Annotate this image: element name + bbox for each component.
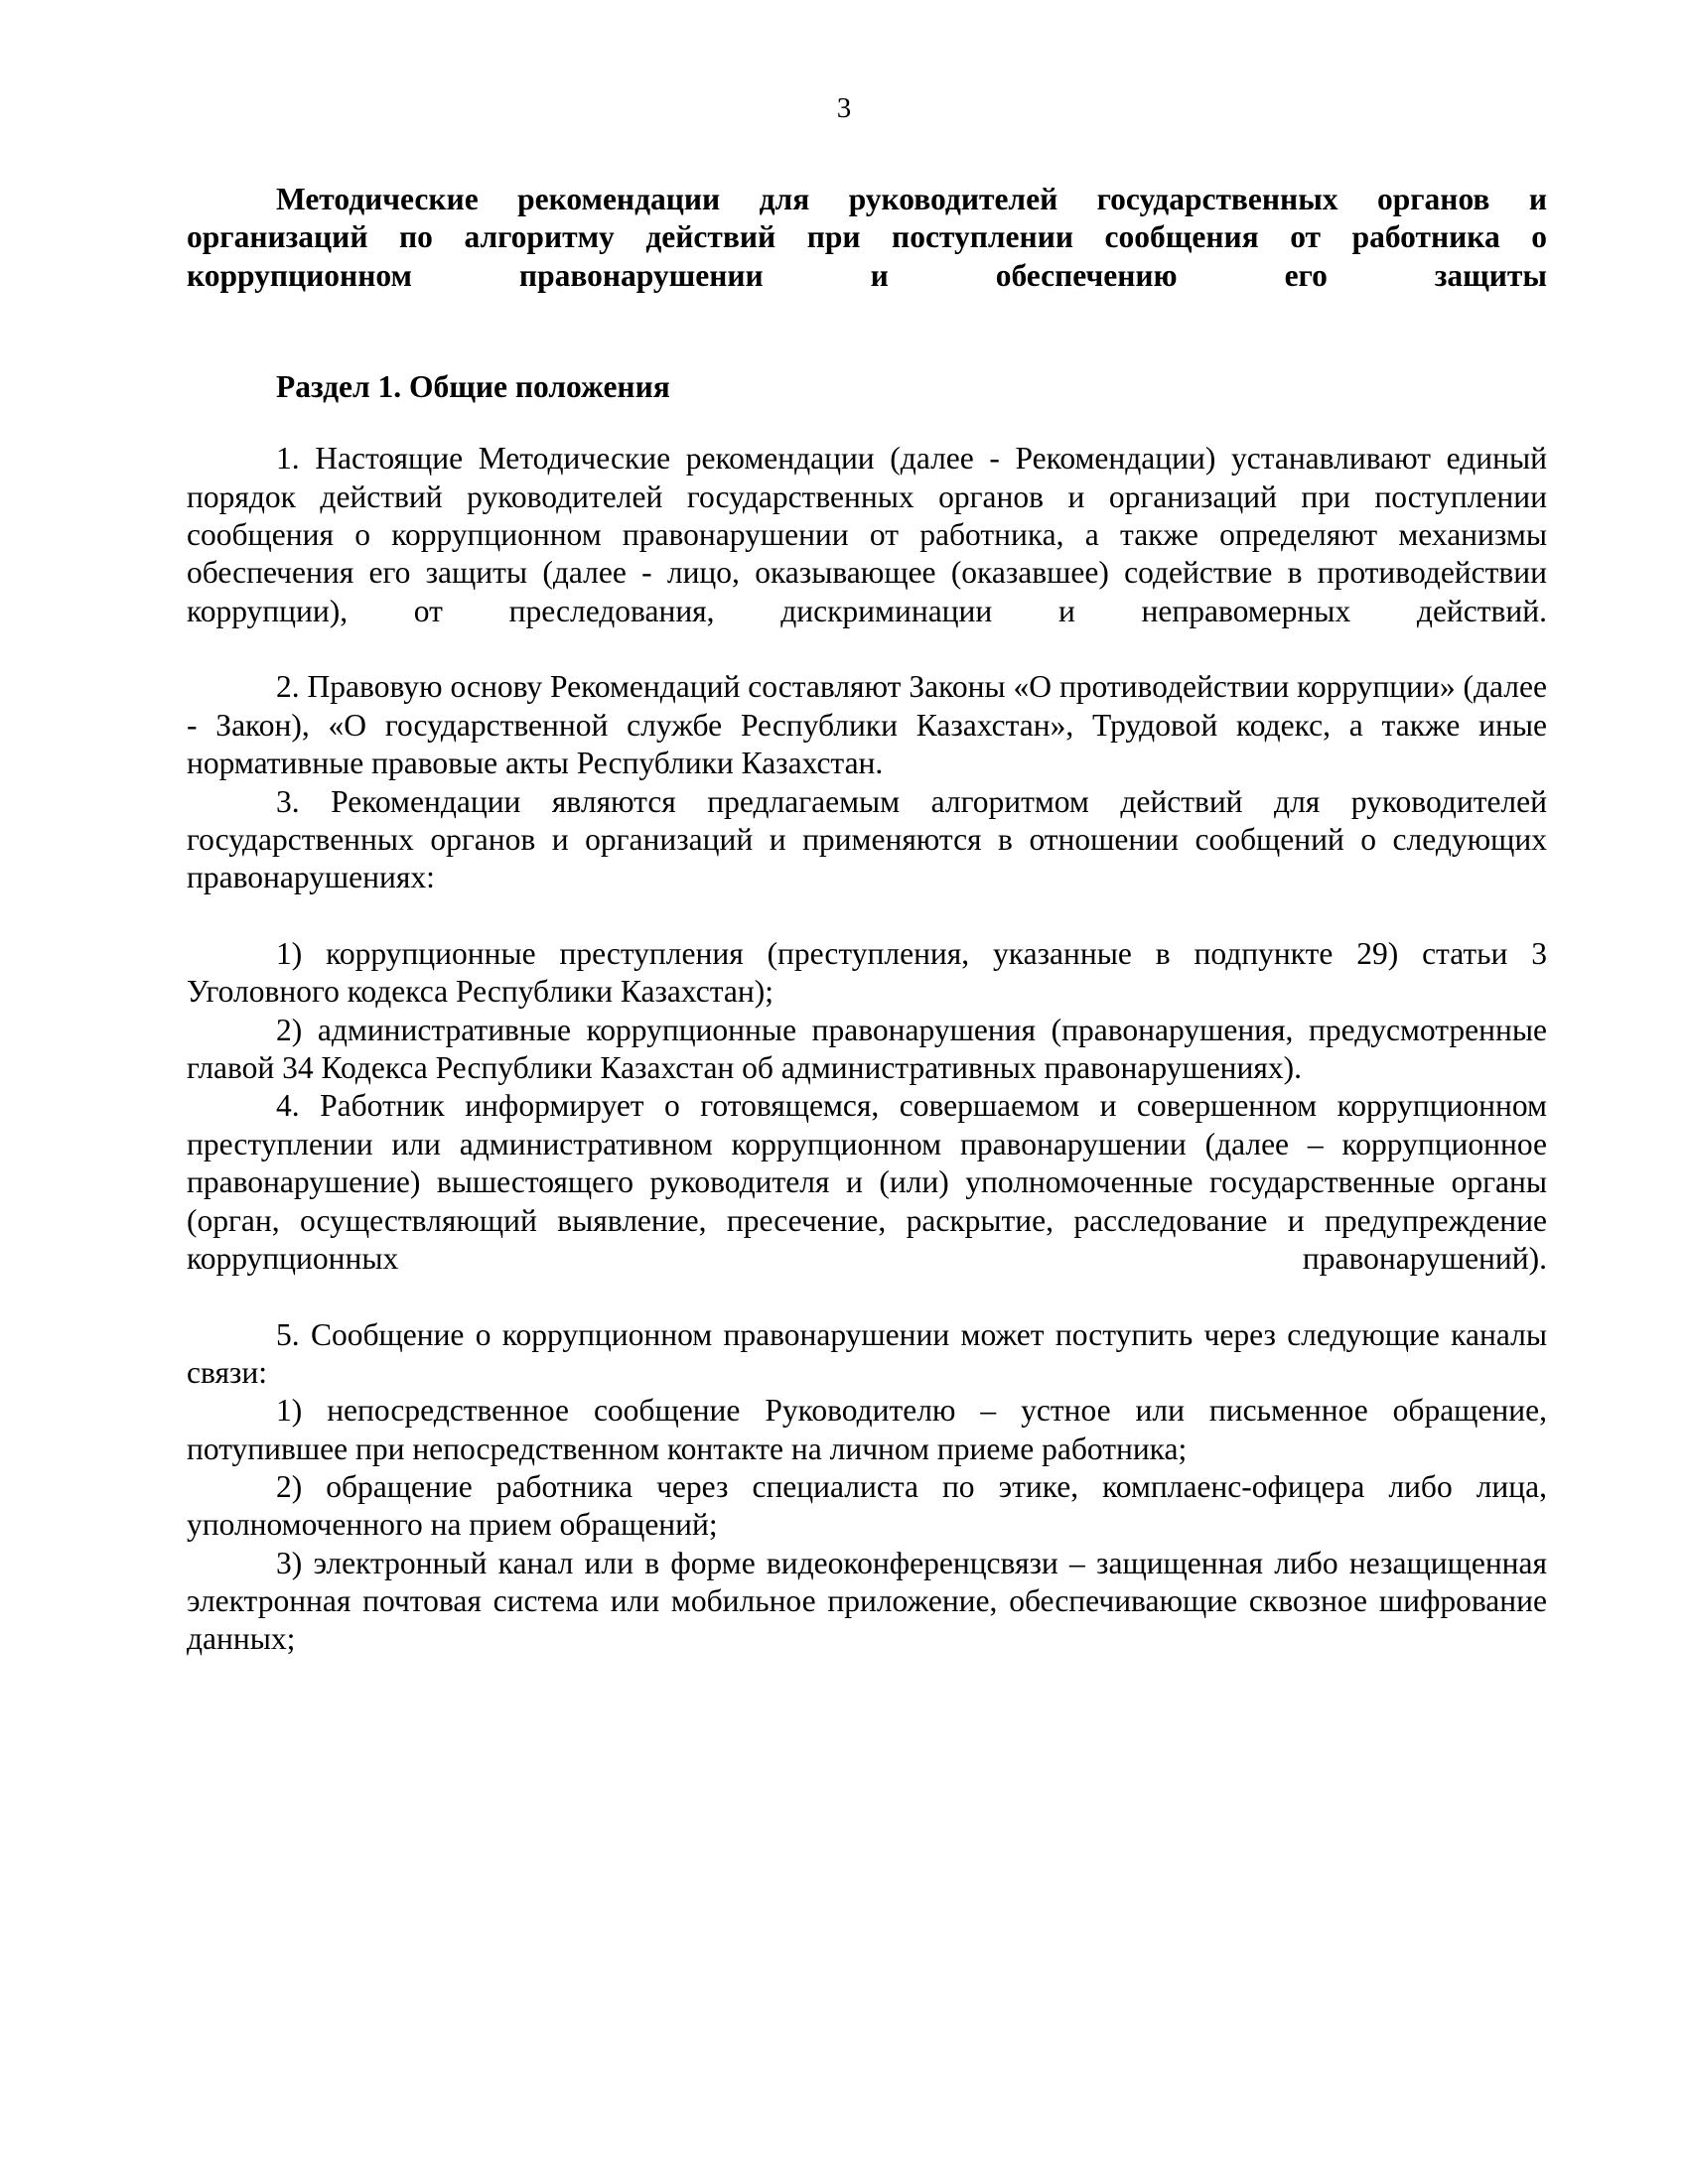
paragraph-5-item-2: 2) обращение работника через специалиста по этике, комплаенс-офицера либо лица, уполномоченного на прием обращений; bbox=[187, 1469, 1547, 1543]
page-number: 3 bbox=[836, 92, 852, 124]
paragraph-5-item-1: 1) непосредственное сообщение Руководителю – устное или письменное обращение, потупившее при непосредственном контакте на личном приеме работника; bbox=[187, 1393, 1547, 1466]
paragraph-3: 3. Рекомендации являются предлагаемым алгоритмом действий для руководителей государственных органов и организаций и применяются в отношении сообщений о следующих правонарушениях: bbox=[187, 783, 1547, 895]
paragraph-4: 4. Работник информирует о готовящемся, совершаемом и совершенном коррупционном преступлении или административном коррупционном правонарушении (далее – коррупционное правонарушение) вышестоящего руководителя и (или) уполномоченные государственные органы (орган, осуществляющий выявление, пресечение, раскрытие, расследование и предупреждение коррупционных правонарушений). bbox=[187, 1088, 1547, 1276]
paragraph-3-item-1: 1) коррупционные преступления (преступления, указанные в подпункте 29) статьи 3 Уголовного кодекса Республики Казахстан); bbox=[187, 936, 1547, 1010]
document-title: Методические рекомендации для руководителей государственных органов и организаций по алгоритму действий при поступлении сообщения от работника о коррупционном правонарушении и обеспечению его защиты bbox=[187, 182, 1547, 293]
section-heading: Раздел 1. Общие положения bbox=[276, 369, 670, 405]
paragraph-5-item-3: 3) электронный канал или в форме видеоконференцсвязи – защищенная либо незащищенная электронная почтовая система или мобильное приложение, обеспечивающие сквозное шифрование данных; bbox=[187, 1545, 1547, 1657]
paragraph-1: 1. Настоящие Методические рекомендации (далее - Рекомендации) устанавливают единый порядок действий руководителей государственных органов и организаций при поступлении сообщения о коррупционном правонарушении от работника, а также определяют механизмы обеспечения его защиты (далее - лицо, оказывающее (оказавшее) содействие в противодействии коррупции), от преследования, дискриминации и неправомерных действий. bbox=[187, 441, 1547, 628]
paragraph-3-item-2: 2) административные коррупционные правонарушения (правонарушения, предусмотренные главой 34 Кодекса Республики Казахстан об административных правонарушениях). bbox=[187, 1012, 1547, 1086]
document-body bbox=[187, 181, 1547, 1659]
paragraph-2: 2. Правовую основу Рекомендаций составляют Законы «О противодействии коррупции» (далее - Закон), «О государственной службе Республики Казахстан», Трудовой кодекс, а также иные нормативные правовые акты Республики Казахстан. bbox=[187, 669, 1547, 781]
paragraph-5: 5. Сообщение о коррупционном правонарушении может поступить через следующие каналы связи: bbox=[187, 1316, 1547, 1390]
